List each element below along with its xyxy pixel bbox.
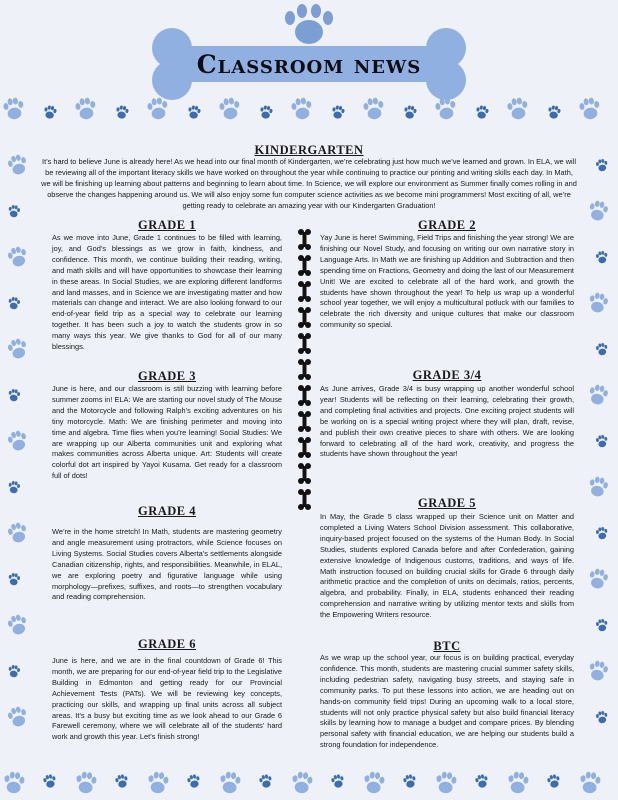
paw-print-icon bbox=[595, 434, 608, 447]
paw-print-icon bbox=[8, 388, 21, 401]
paw-print-icon bbox=[8, 296, 21, 309]
paw-print-icon bbox=[187, 774, 202, 789]
paw-print-icon bbox=[115, 105, 129, 120]
paw-print-icon bbox=[3, 771, 25, 794]
bone-icon bbox=[298, 307, 311, 328]
paw-print-icon bbox=[8, 664, 21, 677]
paw-print-icon bbox=[147, 771, 169, 794]
grade1-heading: GRADE 1 bbox=[137, 218, 197, 232]
bone-divider bbox=[292, 226, 318, 516]
bone-icon bbox=[298, 333, 311, 354]
paw-print-icon bbox=[547, 105, 561, 120]
grade3-body: June is here, and our classroom is still buzzing with learning before summer zooms in! ELA: We are starting our novel study of The Mouse and the Motorcycle and following Ralph’s exciting adventures on his tiny motorcycle. Math: We are finishing perimeter and moving into time and algebra. Time flies when you’re learning! Social Studies: We are wrapping up our Alberta communities unit and exploring what makes communities across Alberta unique. Art: Students will create colorful dot art inspired by Yayoi Kusama. Get ready for a classroom full of dots! bbox=[52, 384, 282, 481]
paw-print-icon bbox=[595, 342, 608, 355]
paw-print-icon bbox=[291, 771, 313, 794]
grade2-body: Yay June is here! Swimming, Field Trips and finishing the year strong! We are finishing our Novel Study, and focusing on writing our own narrative story in Language Arts. In Math we are finishing up Addition and Subtraction and then spending time on Fractions, Geometry and doing the last of our Measurement Unit! We are excited to celebrate all of the hard work, and growth the students have shown throughout the year! To help us wrap up a wonderful school year together, we will enjoy a multicultural potluck with our families to celebrate the rich diversity and unique cultures that make our classroom community so special. bbox=[320, 233, 574, 330]
paw-print-icon bbox=[595, 250, 608, 263]
paw-print-icon bbox=[331, 105, 345, 120]
paw-print-icon bbox=[43, 105, 57, 120]
paw-print-icon bbox=[403, 105, 417, 120]
paw-print-icon bbox=[6, 429, 29, 452]
bone-icon bbox=[298, 411, 311, 432]
grade5-heading: GRADE 5 bbox=[417, 496, 477, 510]
paw-print-icon bbox=[8, 480, 21, 493]
paw-print-icon bbox=[363, 771, 385, 794]
paw-print-icon bbox=[587, 383, 609, 406]
paw-print-icon bbox=[6, 337, 29, 360]
paw-print-icon bbox=[547, 774, 562, 789]
paw-print-icon bbox=[187, 105, 201, 120]
paw-print-icon bbox=[259, 105, 273, 120]
paw-print-icon bbox=[8, 572, 21, 585]
masthead bbox=[0, 0, 618, 100]
paw-print-icon bbox=[6, 613, 29, 636]
newsletter-title: Classroom news bbox=[196, 50, 422, 79]
bone-icon bbox=[298, 437, 311, 458]
grade3-heading: GRADE 3 bbox=[137, 369, 197, 383]
kindergarten-heading: KINDERGARTEN bbox=[254, 143, 364, 157]
bone-icon bbox=[298, 255, 311, 276]
paw-print-icon bbox=[8, 204, 21, 217]
paw-print-icon bbox=[595, 618, 608, 631]
paw-print-icon bbox=[146, 97, 169, 121]
paw-print-icon bbox=[587, 567, 609, 590]
paw-print-icon bbox=[75, 771, 97, 794]
grade1-body: As we move into June, Grade 1 continues to be filled with learning, joy, and God’s blessings as we grow in faith, kindness, and confidence. This month, we continue building their reading, writing, and math skills and will have opportunities to showcase their learning in these areas. In Social Studies, we are exploring different landforms and land masses, and in Science we are investigating matter and how materials can change and interact. We are also looking forward to our end-of-year field trip as a special way to celebrate our learning together. It has been such a joy to watch the students grow in so many ways this year. We give thanks to God for all of our many blessings. bbox=[52, 233, 282, 352]
grade6-body: June is here, and we are in the final countdown of Grade 6! This month, we are preparing for our end-of-year field trip to the Legislative Building in Edmonton and getting ready for our Provincial Achievement Tests (PATs). We will be reviewing key concepts, practicing our skills, and wrapping up final units across all subject areas. It’s a busy but exciting time as we look ahead to our Grade 6 Farewell ceremony, where we will celebrate all of the students’ hard work and growth this year. Let’s finish strong! bbox=[52, 656, 282, 742]
paw-print-icon bbox=[218, 97, 241, 121]
kindergarten-body: It’s hard to believe June is already here! As we head into our final month of Kindergarten, we’re celebrating just how much we’ve learned and grown. In ELA, we will be reviewing all of the important literacy skills we have worked on throughout the year while continuing to practice our printing and writing skills each day. In Math, we will be finishing up learning about patterns and beginning to learn about time. In Science, we will explore our environment as Summer finally comes rolling in and observe the changes happening around us. We will also enjoy some fun computer science activities as we become mini programmers! Most exciting of all, we’re getting ready to celebrate an amazing year with our Kindergarten Graduation! bbox=[41, 157, 577, 210]
paw-print-icon bbox=[506, 97, 529, 121]
bone-icon bbox=[298, 281, 311, 302]
paw-print-icon bbox=[587, 475, 609, 498]
paw-print-icon bbox=[331, 774, 346, 789]
paw-print-icon bbox=[587, 291, 609, 314]
paw-print-icon bbox=[595, 710, 608, 723]
bone-icon bbox=[298, 463, 311, 484]
paw-print-icon bbox=[475, 105, 489, 120]
paw-print-icon bbox=[595, 526, 608, 539]
paw-print-icon bbox=[595, 158, 608, 171]
paw-print-icon bbox=[435, 771, 457, 794]
paw-print-icon bbox=[475, 774, 490, 789]
btc-heading: BTC bbox=[433, 639, 461, 653]
grade4-body: We’re in the home stretch! In Math, students are mastering geometry and angle measurement using protractors, while Science focuses on Living Systems. Social Studies covers Alberta’s settlements alongside Canadian citizenship, rights, and responsibilities. Meanwhile, in ELAL, we are exploring poetry and figurative language while using morphology—prefixes, suffixes, and roots—to strengthen vocabulary and reading comprehension. bbox=[52, 527, 282, 602]
paw-print-icon bbox=[507, 771, 529, 794]
grade34-body: As June arrives, Grade 3/4 is busy wrapping up another wonderful school year! Students will be reflecting on their learning, celebrating their growth, and completing final activities and projects. One exciting project students will be working on is a special writing project where they will plan, draft, revise, and publish their own creative pieces to share with others. We are looking forward to celebrating all of the hard work, creativity, and progress the students have shown throughout the year! bbox=[320, 384, 574, 459]
paw-print-icon bbox=[290, 97, 313, 121]
bone-icon bbox=[298, 229, 311, 250]
paw-print-icon bbox=[362, 97, 385, 121]
btc-body: As we wrap up the school year, our focus is on building practical, everyday confidence. This month, students are mastering crucial summer safety skills, including pedestrian safety, navigating busy streets, and staying safe in community parks. To put these lessons into action, we are heading out on hands-on community field trips! During an upcoming walk to a local store, students will not only practice physical safety but also build financial literacy skills by learning how to manage a budget and compare prices. By blending personal safety with financial education, we are helping our students build a strong foundation for independence. bbox=[320, 653, 574, 750]
paw-print-icon bbox=[579, 771, 601, 794]
bone-icon bbox=[298, 359, 311, 380]
paw-print-icon bbox=[6, 245, 29, 268]
paw-print-icon bbox=[578, 97, 601, 121]
paw-print-icon bbox=[587, 199, 609, 222]
paw-print-icon bbox=[6, 521, 29, 544]
paw-print-icon bbox=[219, 771, 241, 794]
paw-print-icon bbox=[2, 97, 25, 121]
grade2-heading: GRADE 2 bbox=[417, 218, 477, 232]
paw-print-icon bbox=[403, 774, 418, 789]
paw-print-icon bbox=[587, 659, 609, 682]
paw-print-icon bbox=[434, 97, 457, 121]
grade5-body: In May, the Grade 5 class wrapped up their Science unit on Matter and completed a Living Waters School Division assessment. This collaborative, inquiry-based project focused on the systems of the Human Body. In Social Studies, students explored Canada before and after Confederation, gaining extensive knowledge of Indigenous customs, traditions, and ways of life. Math instruction focused on building crucial skills for Grade 6 through daily arithmetic practice and the completion of units on decimals, ratios, percents, algebra, and probability. Finally, in ELA, students enhanced their reading comprehension and narrative writing by utilizing mentor texts and skills from the Empowering Writers resource. bbox=[320, 512, 574, 620]
bone-icon bbox=[298, 489, 311, 510]
paw-print-icon bbox=[115, 774, 130, 789]
bone-icon bbox=[298, 385, 311, 406]
paw-print-icon bbox=[6, 705, 29, 728]
paw-print-icon bbox=[43, 774, 58, 789]
paw-print-icon bbox=[74, 97, 97, 121]
grade34-heading: GRADE 3/4 bbox=[412, 368, 482, 382]
grade6-heading: GRADE 6 bbox=[137, 637, 197, 651]
grade4-heading: GRADE 4 bbox=[137, 504, 197, 518]
paw-print-icon bbox=[259, 774, 274, 789]
